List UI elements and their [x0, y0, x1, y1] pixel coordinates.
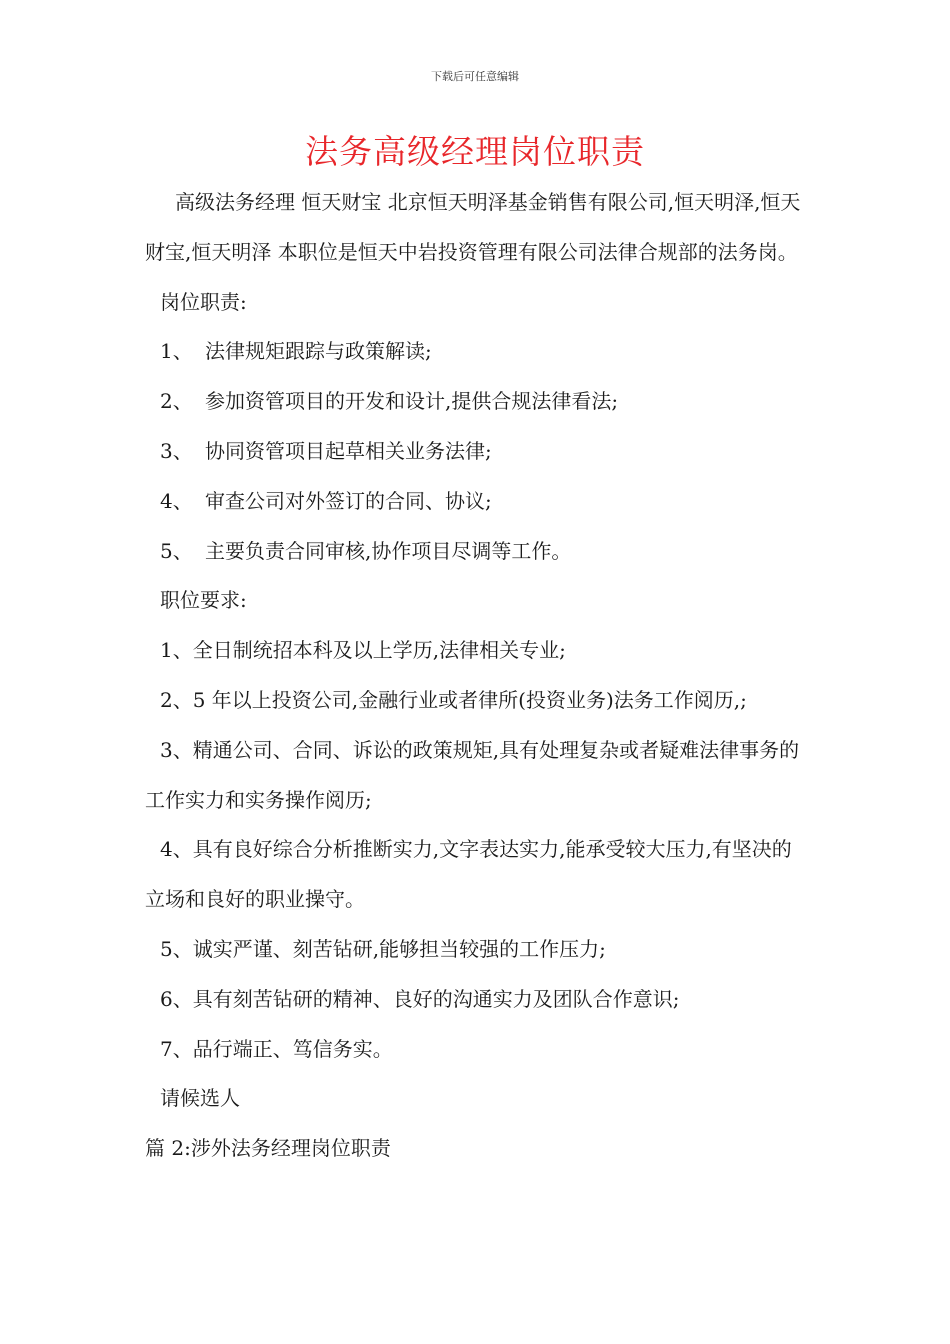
- duty-number: 2、: [160, 389, 193, 414]
- duty-item: [145, 477, 810, 527]
- duty-text: 审查公司对外签订的合同、协议;: [205, 488, 492, 513]
- requirement-item: 6、具有刻苦钻研的精神、良好的沟通实力及团队合作意识;: [160, 986, 680, 1011]
- duty-item: [145, 427, 810, 477]
- next-section-title: 篇 2:涉外法务经理岗位职责: [145, 1136, 391, 1161]
- duty-text: 协同资管项目起草相关业务法律;: [205, 438, 492, 463]
- document-body: [145, 178, 810, 1174]
- duty-item: [145, 327, 810, 377]
- duty-item: [145, 527, 810, 577]
- duty-text: 参加资管项目的开发和设计,提供合规法律看法;: [205, 389, 619, 414]
- intro-paragraph: 高级法务经理 恒天财宝 北京恒天明泽基金销售有限公司,恒天明泽,恒天财宝,恒天明泽 本职位是恒天中岩投资管理有限公司法律合规部的法务岗。: [145, 190, 801, 264]
- requirement-item: 2、5 年以上投资公司,金融行业或者律所(投资业务)法务工作阅历,;: [160, 687, 747, 712]
- requirement-item: 4、具有良好综合分析推断实力,文字表达实力,能承受较大压力,有坚决的立场和良好的职业操守。: [145, 837, 792, 912]
- duty-item: [145, 377, 810, 427]
- requirement-item: 3、精通公司、合同、诉讼的政策规矩,具有处理复杂或者疑难法律事务的工作实力和实务操作阅历;: [145, 737, 800, 812]
- duties-heading: 岗位职责:: [160, 289, 247, 314]
- duty-number: 3、: [160, 438, 193, 463]
- duty-number: 4、: [160, 488, 193, 513]
- header-note: 下载后可任意编辑: [431, 70, 519, 83]
- closing-text: 请候选人: [160, 1086, 240, 1111]
- duty-number: 1、: [160, 339, 193, 364]
- duty-text: 法律规矩跟踪与政策解读;: [205, 339, 432, 364]
- requirements-heading: 职位要求:: [160, 588, 247, 613]
- duty-text: 主要负责合同审核,协作项目尽调等工作。: [205, 538, 572, 563]
- document-title: 法务高级经理岗位职责: [305, 132, 645, 171]
- requirement-item: 1、全日制统招本科及以上学历,法律相关专业;: [160, 638, 566, 663]
- requirement-item: 7、品行端正、笃信务实。: [160, 1036, 393, 1061]
- duty-number: 5、: [160, 538, 193, 563]
- requirement-item: 5、诚实严谨、刻苦钻研,能够担当较强的工作压力;: [160, 936, 606, 961]
